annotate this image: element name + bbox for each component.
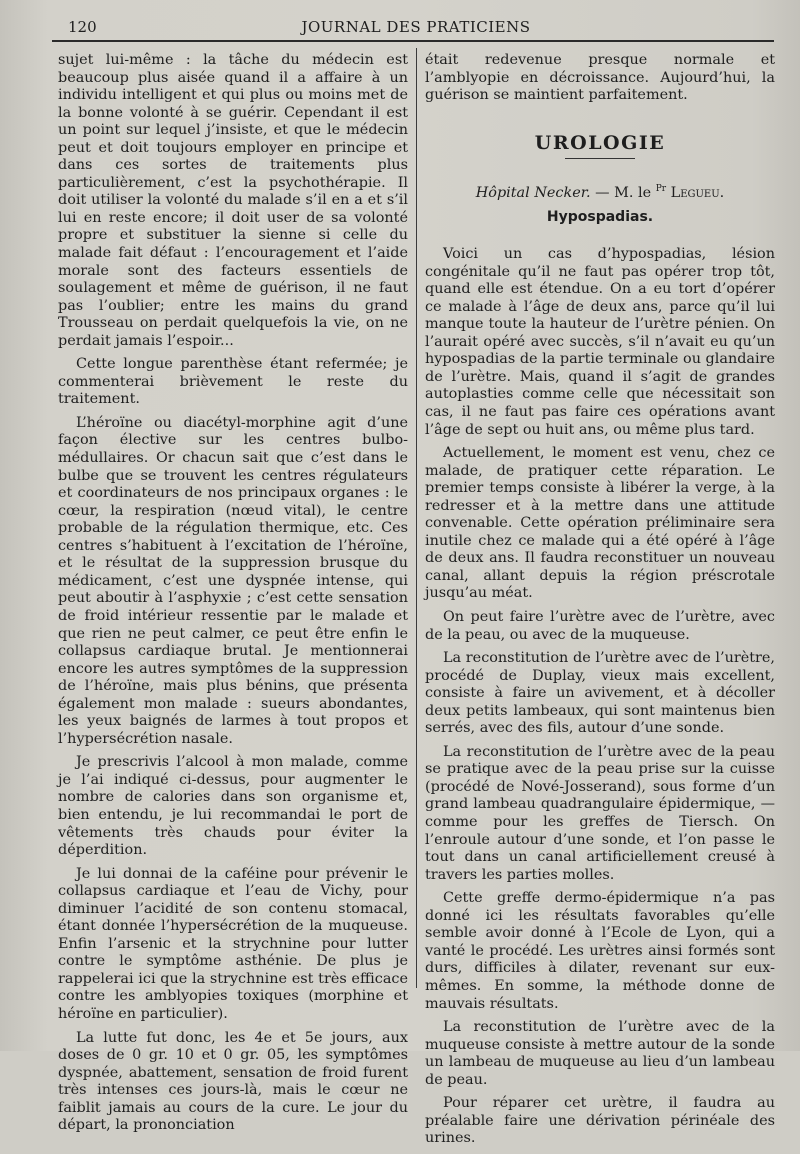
paragraph: L’héroïne ou diacétyl-morphine agit d’une façon élective sur les centres bulbo-médullaires. Or chacun sait que c’est dans le bulbe que se trouvent les centres régulateurs et coordinateurs de nos principaux organes : le cœur, la respiration (nœud vital), le centre probable de la régulation thermique, etc. Ces centres s’habituent à l’excitation de l’héroïne, et le résultat de la suppression brusque du médicament, c’est une dyspnée intense, qui peut aboutir à l’asphyxie ; c’est cette sensation de froid intérieur ressentie par le malade et que rien ne peut calmer, ce peut être enfin le collapsus cardiaque brutal. Je mentionnerai encore les autres symptômes de la suppression de l’héroïne, mais plus bénins, que présenta également mon malade : sueurs abondantes, les yeux baignés de larmes à tout propos et l’hypersécrétion nasale. (58, 414, 408, 747)
byline-author: Legueu. (670, 184, 725, 201)
paragraph: sujet lui-même : la tâche du médecin est beaucoup plus aisée quand il a affaire à un individu intelligent et qui plus ou moins met de la bonne volonté à se guérir. Cependant il est un point sur lequel j’insiste, et que le médecin peut et doit toujours employer en principe et dans ces sortes de traitements plus particulièrement, c’est la psychothérapie. Il doit utiliser la volonté du malade s’il en a et s’il lui en reste encore; il doit user de sa volonté propre et substituer la sienne si celle du malade fait défaut : l’encouragement et l’aide morale sont des facteurs essentiels de soulagement et même de guérison, il ne faut pas l’oublier; entre les mains du grand Trousseau on perdait quelquefois la vie, on ne perdait jamais l’espoir... (58, 52, 408, 349)
page-header (58, 18, 774, 40)
section-title: UROLOGIE (534, 131, 666, 154)
byline-separator: — M. le (595, 184, 652, 201)
right-column (425, 52, 775, 1154)
paragraph: La lutte fut donc, les 4e et 5e jours, aux doses de 0 gr. 10 et 0 gr. 05, les symptômes dyspnée, abattement, sensation de froid furent très intenses ces jours-là, mais le cœur ne faiblit jamais au cours de la cure. Le jour du départ, la prononciation (58, 1029, 408, 1134)
article-subtitle: Hypospadias. (546, 208, 654, 225)
paragraph: Cette longue parenthèse étant refermée; je commenterai brièvement le reste du traitement. (58, 356, 408, 408)
column-divider (416, 48, 417, 988)
journal-title: JOURNAL DES PRATICIENS (301, 18, 531, 36)
paragraph: était redevenue presque normale et l’amblyopie en décroissance. Aujourd’hui, la guérison se maintient parfaitement. (425, 52, 775, 104)
paragraph: La reconstitution de l’urètre avec de la muqueuse consiste à mettre autour de la sonde un lambeau de muqueuse au lieu d’un lambeau de peau. (425, 1019, 775, 1088)
paragraph: La reconstitution de l’urètre avec de l’urètre, procédé de Duplay, vieux mais excellent, consiste à faire un avivement, et à décoller deux petits lambeaux, qui sont maintenus bien serrés, avec des fils, autour d’une sonde. (425, 650, 775, 737)
paragraph: Voici un cas d’hypospadias, lésion congénitale qu’il ne faut pas opérer trop tôt, quand elle est étendue. On a eu tort d’opérer ce malade à l’âge de deux ans, parce qu’il lui manque toute la hauteur de l’urètre pénien. On l’aurait opéré avec succès, s’il n’avait eu qu’un hypospadias de la partie terminale ou glandaire de l’urètre. Mais, quand il s’agit de grandes autoplasties comme celle que nécessitait son cas, il ne faut pas faire ces opérations avant l’âge de sept ou huit ans, ou même plus tard. (425, 246, 775, 438)
left-column (58, 52, 408, 1141)
paragraph: On peut faire l’urètre avec de l’urètre, avec de la peau, ou avec de la muqueuse. (425, 609, 775, 643)
paragraph: Je lui donnai de la caféine pour prévenir le collapsus cardiaque et l’eau de Vichy, pour diminuer l’acidité de son contenu stomacal, étant donnée l’hypersécrétion de la muqueuse. Enfin l’arsenic et la strychnine pour lutter contre le symptôme asthénie. De plus je rappelerai ici que la strychnine est très efficace contre les amblyopies toxiques (morphine et héroïne en particulier). (58, 865, 408, 1022)
paragraph: Je prescrivis l’alcool à mon malade, comme je l’ai indiqué ci-dessus, pour augmenter le nombre de calories dans son organisme et, bien entendu, je lui recommandai le port de vêtements très chauds pour éviter la déperdition. (58, 754, 408, 859)
paragraph: La reconstitution de l’urètre avec de la peau se pratique avec de la peau prise sur la cuisse (procédé de Nové-Josserand), sous forme d’un grand lambeau quadrangulaire épidermique, — comme pour les greffes de Tiersch. On l’enroule autour d’une sonde, et l’on passe le tout dans un canal artificiellement creusé à travers les parties molles. (425, 743, 775, 883)
page-number: 120 (68, 18, 97, 36)
paragraph: Cette greffe dermo-épidermique n’a pas donné ici les résultats favorables qu’elle semble avoir donné à l’Ecole de Lyon, qui a vanté le procédé. Les urètres ainsi formés sont durs, difficiles à dilater, revenant sur eux-mêmes. En somme, la méthode donne de mauvais résultats. (425, 890, 775, 1012)
paragraph: Pour réparer cet urètre, il faudra au préalable faire une dérivation périnéale des urines. (425, 1095, 775, 1147)
byline-title: Pr (655, 184, 667, 195)
header-rule (52, 40, 774, 42)
byline-location: Hôpital Necker. (475, 184, 591, 201)
paragraph: Actuellement, le moment est venu, chez ce malade, de pratiquer cette réparation. Le premier temps consiste à libérer la verge, à la redresser et à la mettre dans une attitude convenable. Cette opération préliminaire sera inutile chez ce malade qui a été opéré à l’âge de deux ans. Il faudra reconstituer un nouveau canal, allant depuis la région préscrotale jusqu’au méat. (425, 445, 775, 602)
section-title-rule (565, 158, 635, 159)
byline (425, 181, 775, 202)
